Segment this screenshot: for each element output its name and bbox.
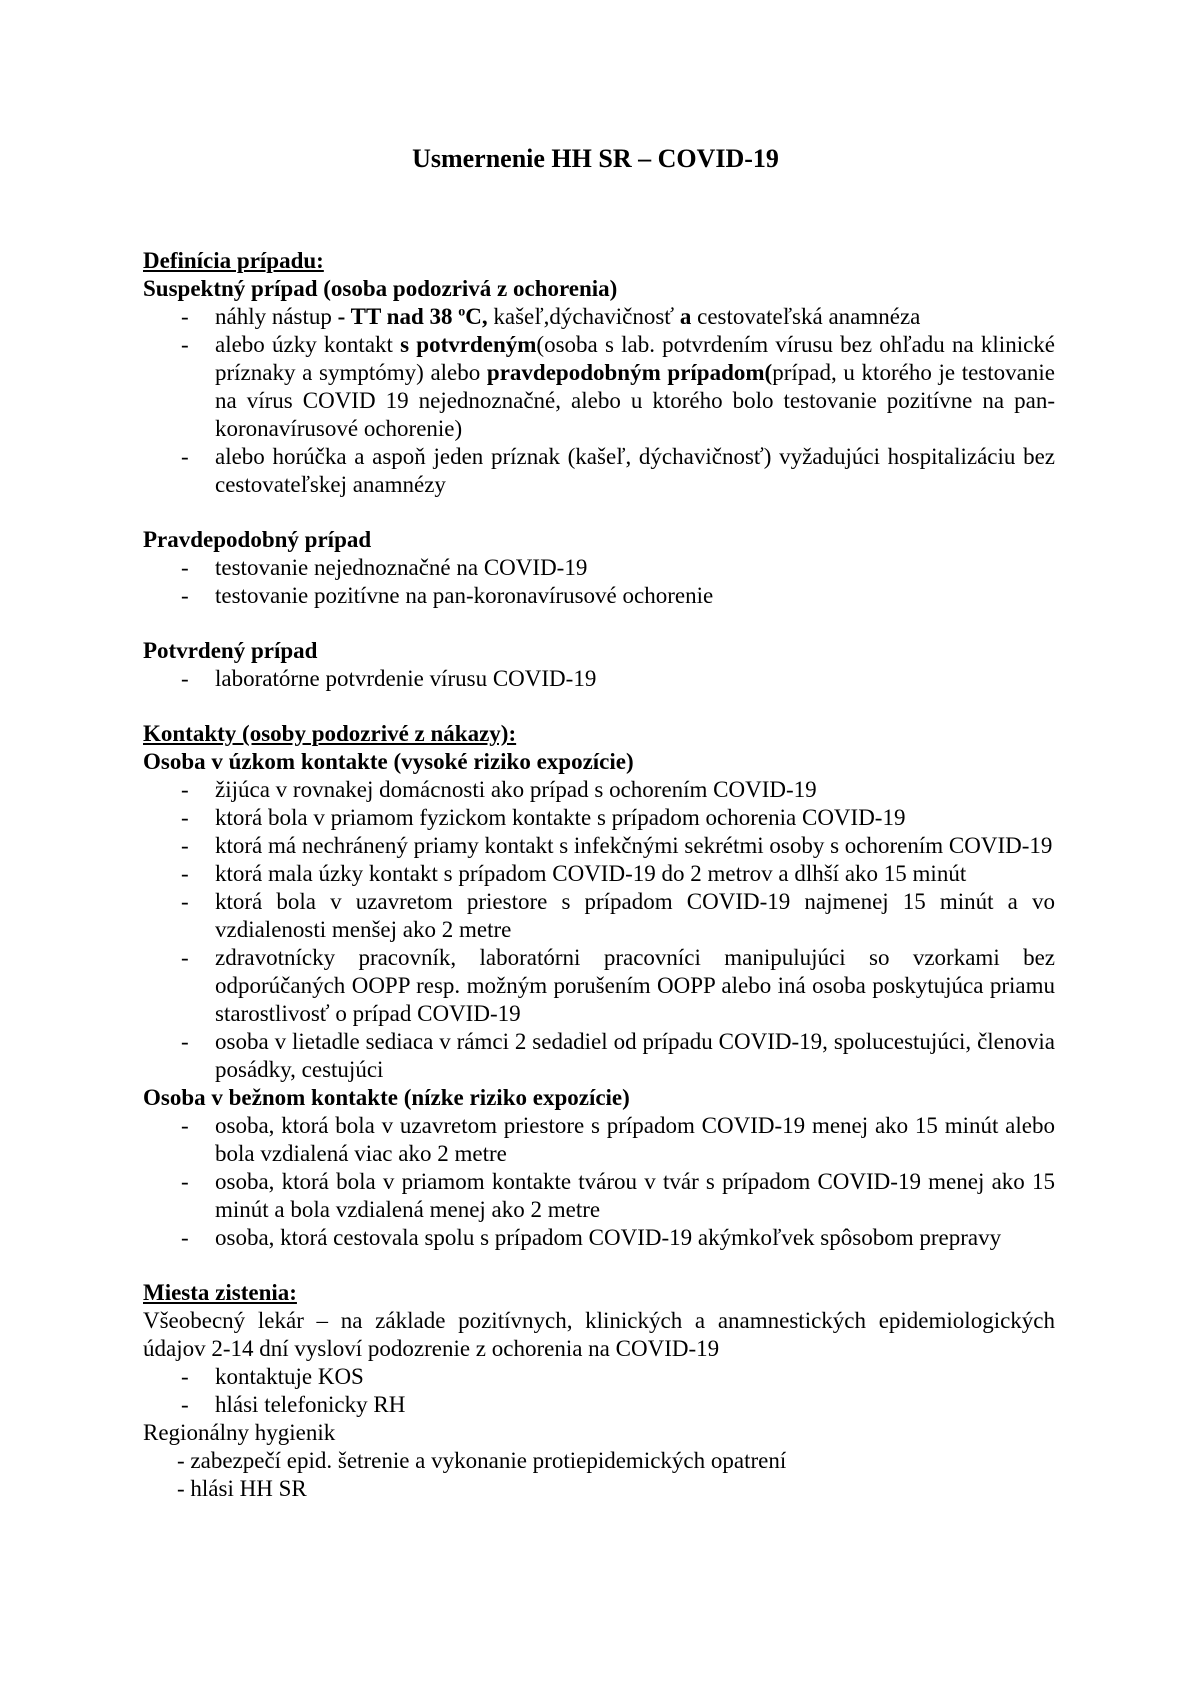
list-potvrdeny [143, 665, 1055, 693]
list-item: - laboratórne potvrdenie vírusu COVID-19 [143, 665, 1055, 693]
list-pravdepodobny [143, 554, 1055, 610]
list-vseobecny-lekar [143, 1363, 1055, 1419]
list-item: - hlási telefonicky RH [143, 1391, 1055, 1419]
document-body [143, 247, 1055, 1503]
item-bold-text: s potvrdeným [400, 332, 537, 357]
list-item: - testovanie nejednoznačné na COVID-19 [143, 554, 1055, 582]
list-item: - ktorá mala úzky kontakt s prípadom COVID-19 do 2 metrov a dlhší ako 15 minút [143, 860, 1055, 888]
list-item: - alebo horúčka a aspoň jeden príznak (kašeľ, dýchavičnosť) vyžadujúci hospitalizáciu bez cestovateľskej anamnézy [143, 443, 1055, 499]
list-item: - zdravotnícky pracovník, laboratórni pracovníci manipulujúci so vzorkami bez odporúčaných OOPP resp. možným porušením OOPP alebo iná osoba poskytujúca priamu starostlivosť o prípad COVID-19 [143, 944, 1055, 1028]
list-item: - žijúca v rovnakej domácnosti ako prípad s ochorením COVID-19 [143, 776, 1055, 804]
item-bold-text: C, [465, 304, 488, 329]
list-item: - ktorá bola v uzavretom priestore s prípadom COVID-19 najmenej 15 minút a vo vzdialenosti menšej ako 2 metre [143, 888, 1055, 944]
list-item: - osoba, ktorá bola v uzavretom priestore s prípadom COVID-19 menej ako 15 minút alebo bola vzdialená viac ako 2 metre [143, 1112, 1055, 1168]
item-text: (osoba s lab. potvrdením vírusu bez ohľadu na klinické príznaky a symptómy) alebo [215, 332, 1056, 385]
list-item: - osoba, ktorá bola v priamom kontakte tvárou v tvár s prípadom COVID-19 menej ako 15 minút a bola vzdialená menej ako 2 metre [143, 1168, 1055, 1224]
subheading-pravdepodobny: Pravdepodobný prípad [143, 527, 372, 552]
item-text: cestovateľská anamnéza [691, 304, 921, 329]
item-bold-text: a [679, 304, 692, 329]
hygienik-line: - hlási HH SR [177, 1476, 307, 1501]
list-item: - testovanie pozitívne na pan-koronavírusové ochorenie [143, 582, 1055, 610]
section-heading-kontakty: Kontakty (osoby podozrivé z nákazy): [143, 721, 517, 746]
section-heading-definicia: Definícia prípadu: [143, 248, 324, 273]
item-text: náhly nástup [215, 304, 338, 329]
degree-superscript: o [458, 304, 466, 320]
list-item: - osoba v lietadle sediaca v rámci 2 sedadiel od prípadu COVID-19, spolucestujúci, členovia posádky, cestujúci [143, 1028, 1055, 1084]
paragraph-vseobecny-lekar: Všeobecný lekár – na základe pozitívnych, klinických a anamnestických epidemiologických údajov 2-14 dní vysloví podozrenie z ochorenia na COVID-19 [143, 1308, 1055, 1361]
list-bezny-kontakt [143, 1112, 1055, 1252]
item-bold-text: pravdepodobným prípadom( [486, 360, 773, 385]
list-item [143, 331, 1055, 443]
item-bold-text: - TT nad 38 [337, 304, 459, 329]
label-regionalny-hygienik: Regionálny hygienik [143, 1420, 336, 1445]
list-item: - ktorá bola v priamom fyzickom kontakte s prípadom ochorenia COVID-19 [143, 804, 1055, 832]
section-heading-miesta: Miesta zistenia: [143, 1280, 297, 1305]
list-item: - kontaktuje KOS [143, 1363, 1055, 1391]
list-item [143, 303, 1055, 331]
hygienik-line: - zabezpečí epid. šetrenie a vykonanie protiepidemických opatrení [177, 1448, 787, 1473]
item-text: prípad, u ktorého je testovanie na vírus COVID 19 nejednoznačné, alebo u ktorého bolo testovanie pozitívne na pan-koronavírusové ochorenie) [215, 360, 1055, 441]
subheading-potvrdeny: Potvrdený prípad [143, 638, 318, 663]
list-uzky-kontakt [143, 776, 1055, 1084]
document-title: Usmernenie HH SR – COVID-19 [412, 144, 779, 173]
list-suspektny [143, 303, 1055, 499]
subheading-suspektny: Suspektný prípad (osoba podozrivá z ochorenia) [143, 276, 618, 301]
subheading-bezny-kontakt: Osoba v bežnom kontakte (nízke riziko expozície) [143, 1085, 630, 1110]
item-text: kašeľ,dýchavičnosť [487, 304, 680, 329]
item-text: alebo úzky kontakt [215, 332, 401, 357]
subheading-uzky-kontakt: Osoba v úzkom kontakte (vysoké riziko expozície) [143, 749, 634, 774]
list-item: - ktorá má nechránený priamy kontakt s infekčnými sekrétmi osoby s ochorením COVID-19 [143, 832, 1055, 860]
list-item: - osoba, ktorá cestovala spolu s prípadom COVID-19 akýmkoľvek spôsobom prepravy [143, 1224, 1055, 1252]
